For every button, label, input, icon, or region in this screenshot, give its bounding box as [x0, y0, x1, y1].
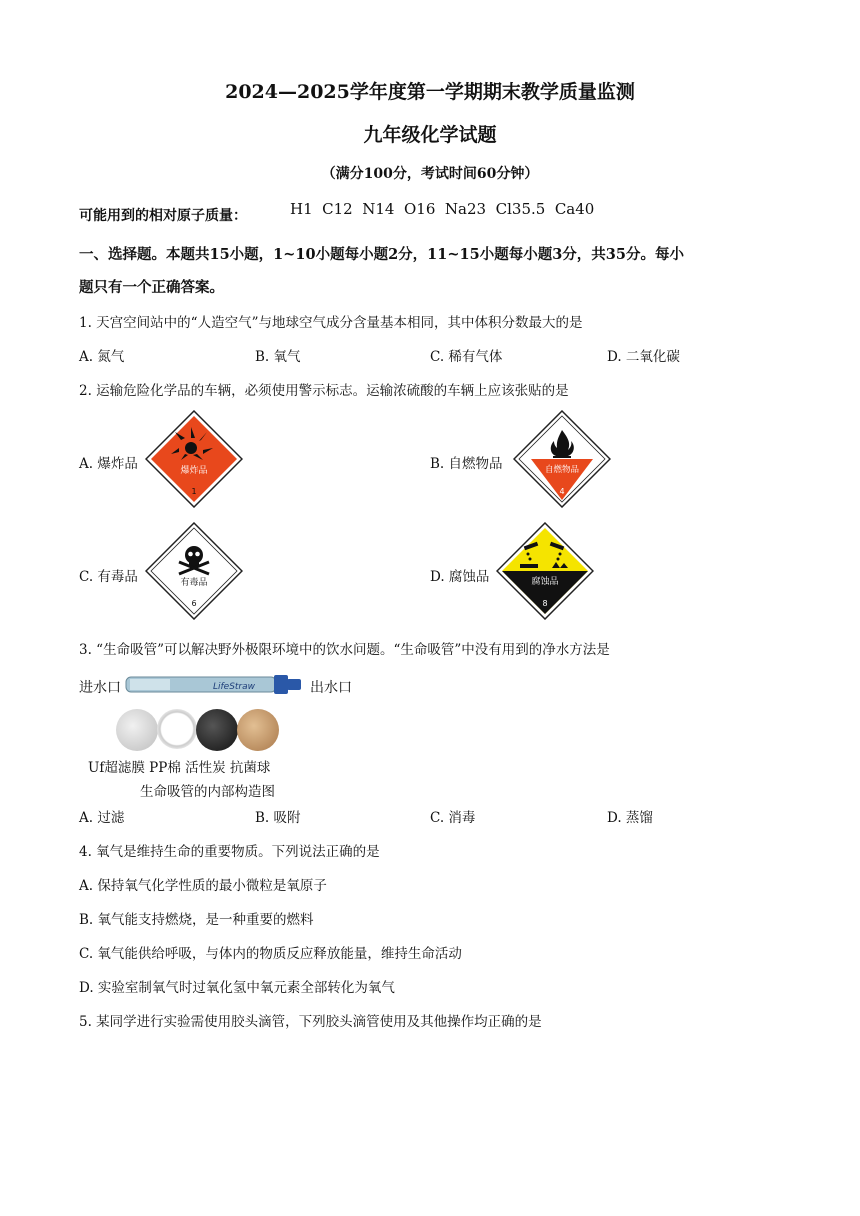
uf-membrane-image	[116, 709, 158, 751]
corrosive-sign-text: 腐蚀品	[531, 577, 559, 587]
inlet-label: 进水口	[79, 680, 121, 696]
exam-subject-title: 九年级化学试题	[363, 124, 497, 146]
pp-cotton-image	[157, 709, 197, 749]
q4-option-c: C. 氧气能供给呼吸，与体内的物质反应释放能量，维持生命活动	[79, 946, 462, 962]
q2-option-c: C. 有毒品	[79, 569, 138, 585]
lifestraw-brand: LifeStraw	[212, 682, 256, 692]
corrosive-sign	[496, 522, 594, 620]
explosive-sign-number: 1	[191, 487, 197, 496]
q4-option-b: B. 氧气能支持燃烧，是一种重要的燃料	[79, 912, 314, 928]
exam-info: （满分100分，考试时间60分钟）	[321, 166, 539, 182]
exam-title: 2024—2025学年度第一学期期末教学质量监测	[225, 81, 635, 103]
q2-option-a: A. 爆炸品	[79, 456, 138, 472]
explosive-sign-text: 爆炸品	[180, 466, 208, 476]
figure-caption: 生命吸管的内部构造图	[140, 784, 275, 800]
section-heading: 一、选择题。本题共15小题，1~10小题每小题2分，11~15小题每小题3分，共35分。每小	[79, 246, 684, 263]
q4-option-a: A. 保持氧气化学性质的最小微粒是氧原子	[79, 878, 327, 894]
section-heading-cont: 题只有一个正确答案。	[79, 279, 224, 296]
q4-option-d: D. 实验室制氧气时过氧化氢中氧元素全部转化为氧气	[79, 980, 395, 996]
q1-option-a: A. 氮气	[79, 349, 125, 365]
q1-option-d: D. 二氧化碳	[607, 349, 680, 365]
corrosive-sign-number: 8	[542, 599, 548, 608]
combustible-sign-text: 自燃物品	[544, 465, 580, 475]
q2-option-d: D. 腐蚀品	[430, 569, 490, 585]
outlet-label: 出水口	[310, 680, 352, 696]
question-4-stem: 4. 氧气是维持生命的重要物质。下列说法正确的是	[79, 844, 380, 860]
q1-option-b: B. 氧气	[255, 349, 301, 365]
activated-carbon-image	[196, 709, 238, 751]
question-3-stem: 3. “生命吸管”可以解决野外极限环境中的饮水问题。“生命吸管”中没有用到的净水方法是	[79, 642, 610, 658]
explosive-sign	[145, 410, 243, 508]
atomic-mass-label: 可能用到的相对原子质量：	[79, 208, 247, 224]
q3-option-c: C. 消毒	[430, 810, 476, 826]
q3-option-b: B. 吸附	[255, 810, 301, 826]
combustible-sign-number: 4	[559, 487, 565, 496]
toxic-sign-number: 6	[191, 599, 197, 608]
q3-option-d: D. 蒸馏	[607, 810, 653, 826]
toxic-sign-text: 有毒品	[180, 578, 208, 588]
q2-option-b: B. 自燃物品	[430, 456, 503, 472]
combustible-sign	[513, 410, 611, 508]
filter-materials-labels: Uf超滤膜 PP棉 活性炭 抗菌球	[88, 760, 271, 776]
q1-option-c: C. 稀有气体	[430, 349, 503, 365]
lifestraw-tube	[124, 670, 308, 700]
q3-option-a: A. 过滤	[79, 810, 125, 826]
question-1-stem: 1. 天宫空间站中的“人造空气”与地球空气成分含量基本相同，其中体积分数最大的是	[79, 315, 583, 331]
atomic-mass-values: H1 C12 N14 O16 Na23 Cl35.5 Ca40	[290, 200, 595, 218]
question-5-stem: 5. 某同学进行实验需使用胶头滴管，下列胶头滴管使用及其他操作均正确的是	[79, 1014, 542, 1030]
toxic-sign	[145, 522, 243, 620]
question-2-stem: 2. 运输危险化学品的车辆，必须使用警示标志。运输浓硫酸的车辆上应该张贴的是	[79, 383, 569, 399]
antibacterial-ball-image	[237, 709, 279, 751]
